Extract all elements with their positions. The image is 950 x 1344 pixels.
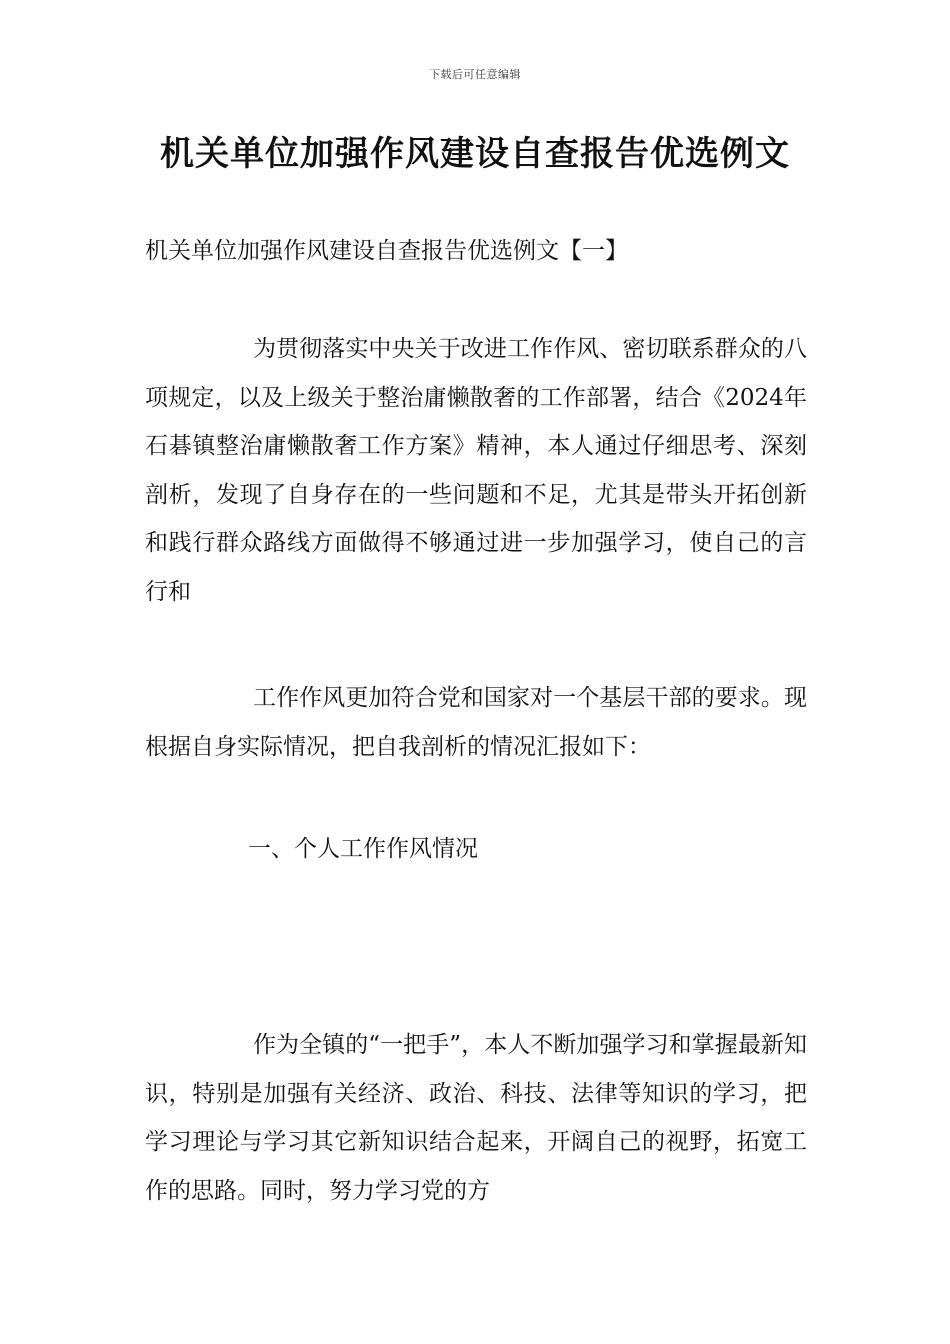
paragraph-1: 为贯彻落实中央关于改进工作作风、密切联系群众的八项规定，以及上级关于整治庸懒散奢的工作部署，结合《2024年石碁镇整治庸懒散奢工作方案》精神，本人通过仔细思考、深刻剖析，发现了自身存在的一些问题和不足，尤其是带头开拓创新和践行群众路线方面做得不够通过进一步加强学习，使自己的言行和: [145, 336, 807, 605]
paragraph-3: 作为全镇的“一把手”，本人不断加强学习和掌握最新知识，特别是加强有关经济、政治、科技、法律等知识的学习，把学习理论与学习其它新知识结合起来，开阔自己的视野，拓宽工作的思路。同时，努力学习党的方: [145, 1032, 807, 1204]
section-heading: 一、个人工作作风情况: [248, 836, 478, 862]
paragraph-2: 工作作风更加符合党和国家对一个基层干部的要求。现根据自身实际情况，把自我剖析的情况汇报如下：: [145, 685, 807, 760]
document-subtitle: 机关单位加强作风建设自查报告优选例文【一】: [145, 238, 628, 264]
document-title: 机关单位加强作风建设自查报告优选例文: [160, 134, 790, 174]
header-note: 下载后可任意编辑: [429, 68, 521, 81]
